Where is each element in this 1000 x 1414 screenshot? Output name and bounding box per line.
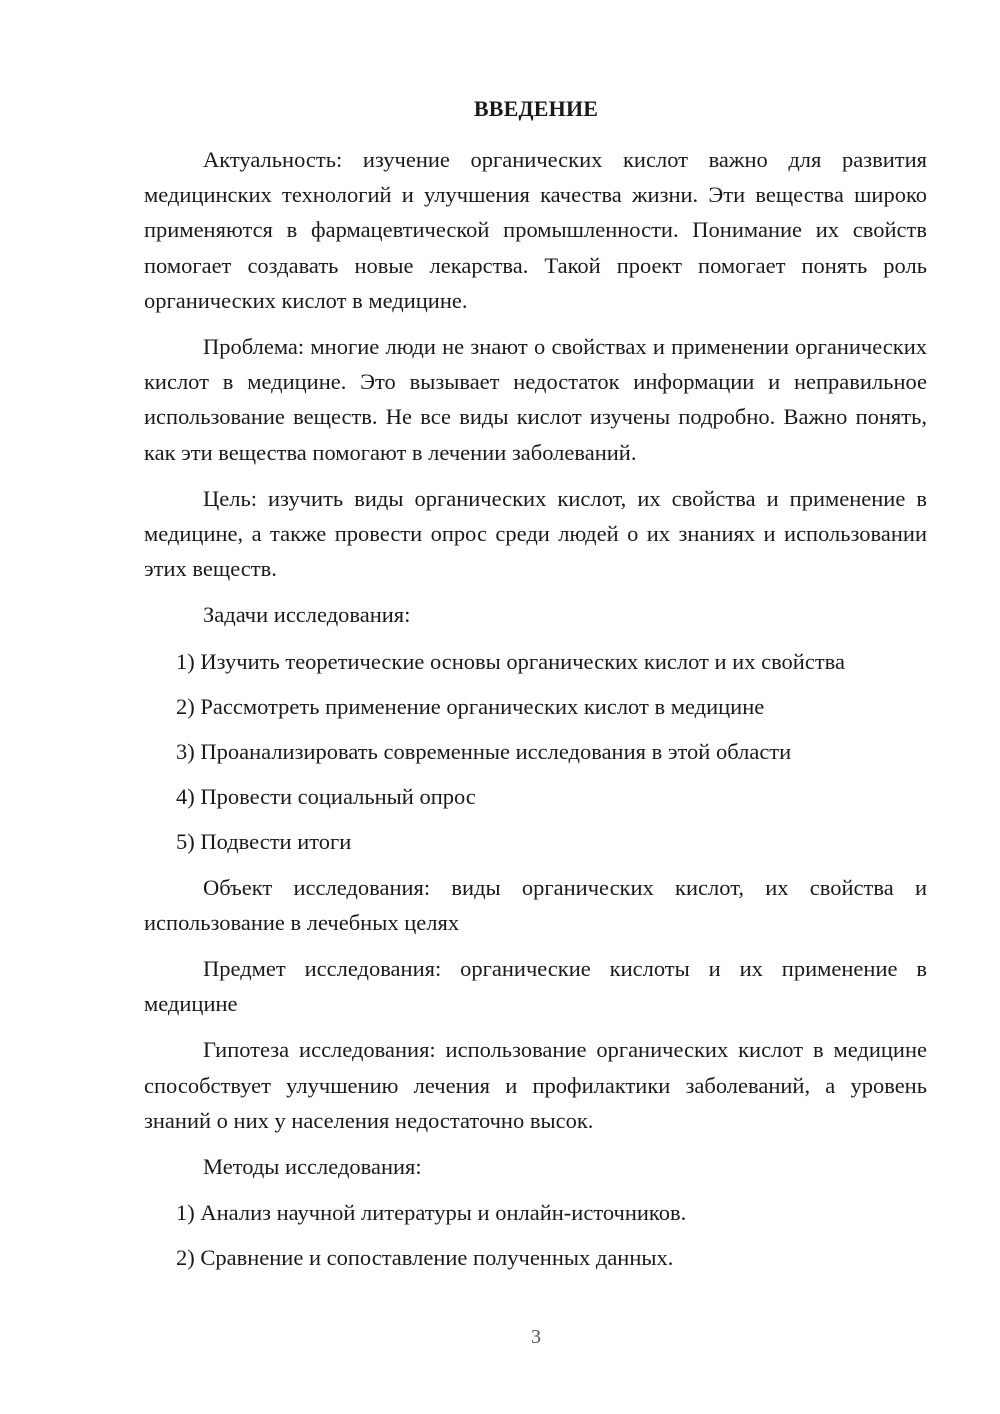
list-item: 1) Анализ научной литературы и онлайн-источников. [176, 1200, 687, 1226]
list-item: 2) Рассмотреть применение органических кислот в медицине [176, 693, 765, 719]
list-item: 2) Сравнение и сопоставление полученных данных. [176, 1245, 674, 1271]
page-number: 3 [531, 1326, 541, 1348]
list-item: 1) Изучить теоретические основы органических кислот и их свойства [176, 648, 845, 674]
list-item: 3) Проанализировать современные исследования в этой области [176, 739, 792, 765]
methods-list [144, 1195, 927, 1275]
paragraph-subject: Предмет исследования: органические кислоты и их применение в медицине [144, 956, 927, 1017]
tasks-list [144, 644, 927, 860]
tasks-heading: Задачи исследования: [203, 602, 411, 628]
methods-heading: Методы исследования: [203, 1154, 422, 1180]
list-item: 4) Провести социальный опрос [176, 784, 476, 810]
paragraph-object: Объект исследования: виды органических кислот, их свойства и использование в лечебных целях [144, 874, 927, 935]
paragraph-hypothesis: Гипотеза исследования: использование органических кислот в медицине способствует улучшению лечения и профилактики заболеваний, а уровень знаний о них у населения недостаточно высок. [144, 1037, 927, 1133]
paragraph-problem: Проблема: многие люди не знают о свойствах и применении органических кислот в медицине. Это вызывает недостаток информации и неправильное использование веществ. Не все виды кислот изучены подробно. Важно понять, как эти вещества помогают в лечении заболеваний. [144, 334, 927, 465]
paragraph-goal: Цель: изучить виды органических кислот, их свойства и применение в медицине, а также провести опрос среди людей о их знаниях и использовании этих веществ. [144, 485, 927, 582]
list-item: 5) Подвести итоги [176, 829, 352, 855]
page-title: ВВЕДЕНИЕ [473, 96, 599, 121]
paragraph-relevance: Актуальность: изучение органических кислот важно для развития медицинских технологий и улучшения качества жизни. Эти вещества широко применяются в фармацевтической промышленности. Понимание их свойств помогает создавать новые лекарства. Такой проект помогает понять роль органических кислот в медицине. [144, 147, 927, 313]
document-body [144, 142, 927, 1286]
